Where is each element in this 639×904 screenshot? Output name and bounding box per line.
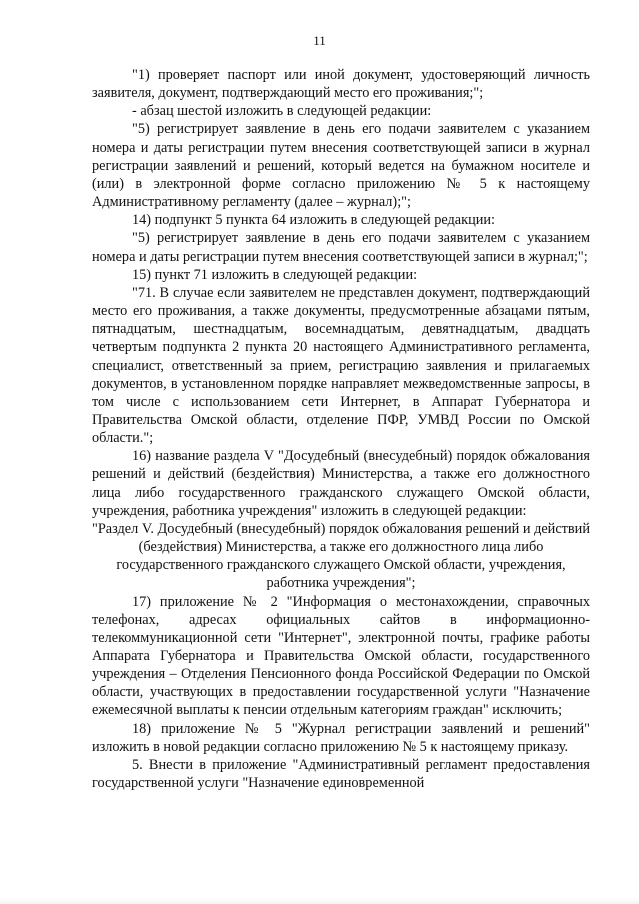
paragraph-item-14: 14) подпункт 5 пункта 64 изложить в следующей редакции:: [132, 212, 496, 229]
paragraph-sixth-abzac: - абзац шестой изложить в следующей редакции:: [132, 103, 432, 120]
scan-bottom-edge: [0, 898, 639, 904]
paragraph-register-journal: "5) регистрирует заявление в день его подачи заявителем с указанием номера и даты регистрации путем внесения соответствующей записи в журнал регистрации заявлений и решений, который ведется на бумажном носителе и (или) в электронной форме согласно приложению № 5 к настоящему Административному регламенту (далее – журнал);";: [92, 121, 590, 211]
paragraph-register-short: "5) регистрирует заявление в день его подачи заявителем с указанием номера и даты регистрации путем внесения соответствующей записи в журнал;";: [92, 230, 590, 265]
paragraph-clause-71: "71. В случае если заявителем не представлен документ, подтверждающий место его проживания, а также документы, предусмотренные абзацами пятым, пятнадцатым, шестнадцатым, восемнадцатым, девятнадцатым, двадцать четвертым подпункта 2 пункта 20 настоящего Административного регламента, специалист, ответственный за прием, регистрацию заявления и прилагаемых документов, в установленном порядке направляет межведомственные запросы, в том числе с использованием сети Интернет, в Аппарат Губернатора и Правительства Омской области, отделение ПФР, УМВД России по Омской области.";: [92, 284, 590, 447]
document-body: [92, 66, 590, 792]
paragraph-passport-check: "1) проверяет паспорт или иной документ, удостоверяющий личность заявителя, документ, подтверждающий место его проживания;";: [92, 67, 590, 102]
paragraph-item-17: 17) приложение № 2 "Информация о местонахождении, справочных телефонах, адресах официальных сайтов в информационно-телекоммуникационной сети "Интернет", электронной почты, графике работы Аппарата Губернатора и Правительства Омской области, государственного учреждения – Отделения Пенсионного фонда Российской Федерации по Омской области, участвующих в предоставлении государственной услуги "Назначение ежемесячной выплаты к пенсии отдельным категориям граждан" исключить;: [92, 593, 590, 719]
section-v-title: "Раздел V. Досудебный (внесудебный) порядок обжалования решений и действий (бездействия) Министерства, а также его должностного лица либо государственного гражданского служащего Омской области, учреждения, работника учреждения";: [92, 520, 590, 592]
paragraph-item-15: 15) пункт 71 изложить в следующей редакции:: [132, 266, 418, 283]
paragraph-item-18: 18) приложение № 5 "Журнал регистрации заявлений и решений" изложить в новой редакции согласно приложению № 5 к настоящему приказу.: [92, 720, 590, 755]
paragraph-item-5: 5. Внести в приложение "Административный регламент предоставления государственной услуги "Назначение единовременной: [92, 756, 590, 792]
paragraph-item-16: 16) название раздела V "Досудебный (внесудебный) порядок обжалования решений и действий (бездействия) Министерства, а также его должностного лица либо государственного гражданского служащего Омской области, учреждения, работника учреждения" изложить в следующей редакции:: [92, 448, 590, 519]
page-number: 11: [313, 33, 326, 48]
